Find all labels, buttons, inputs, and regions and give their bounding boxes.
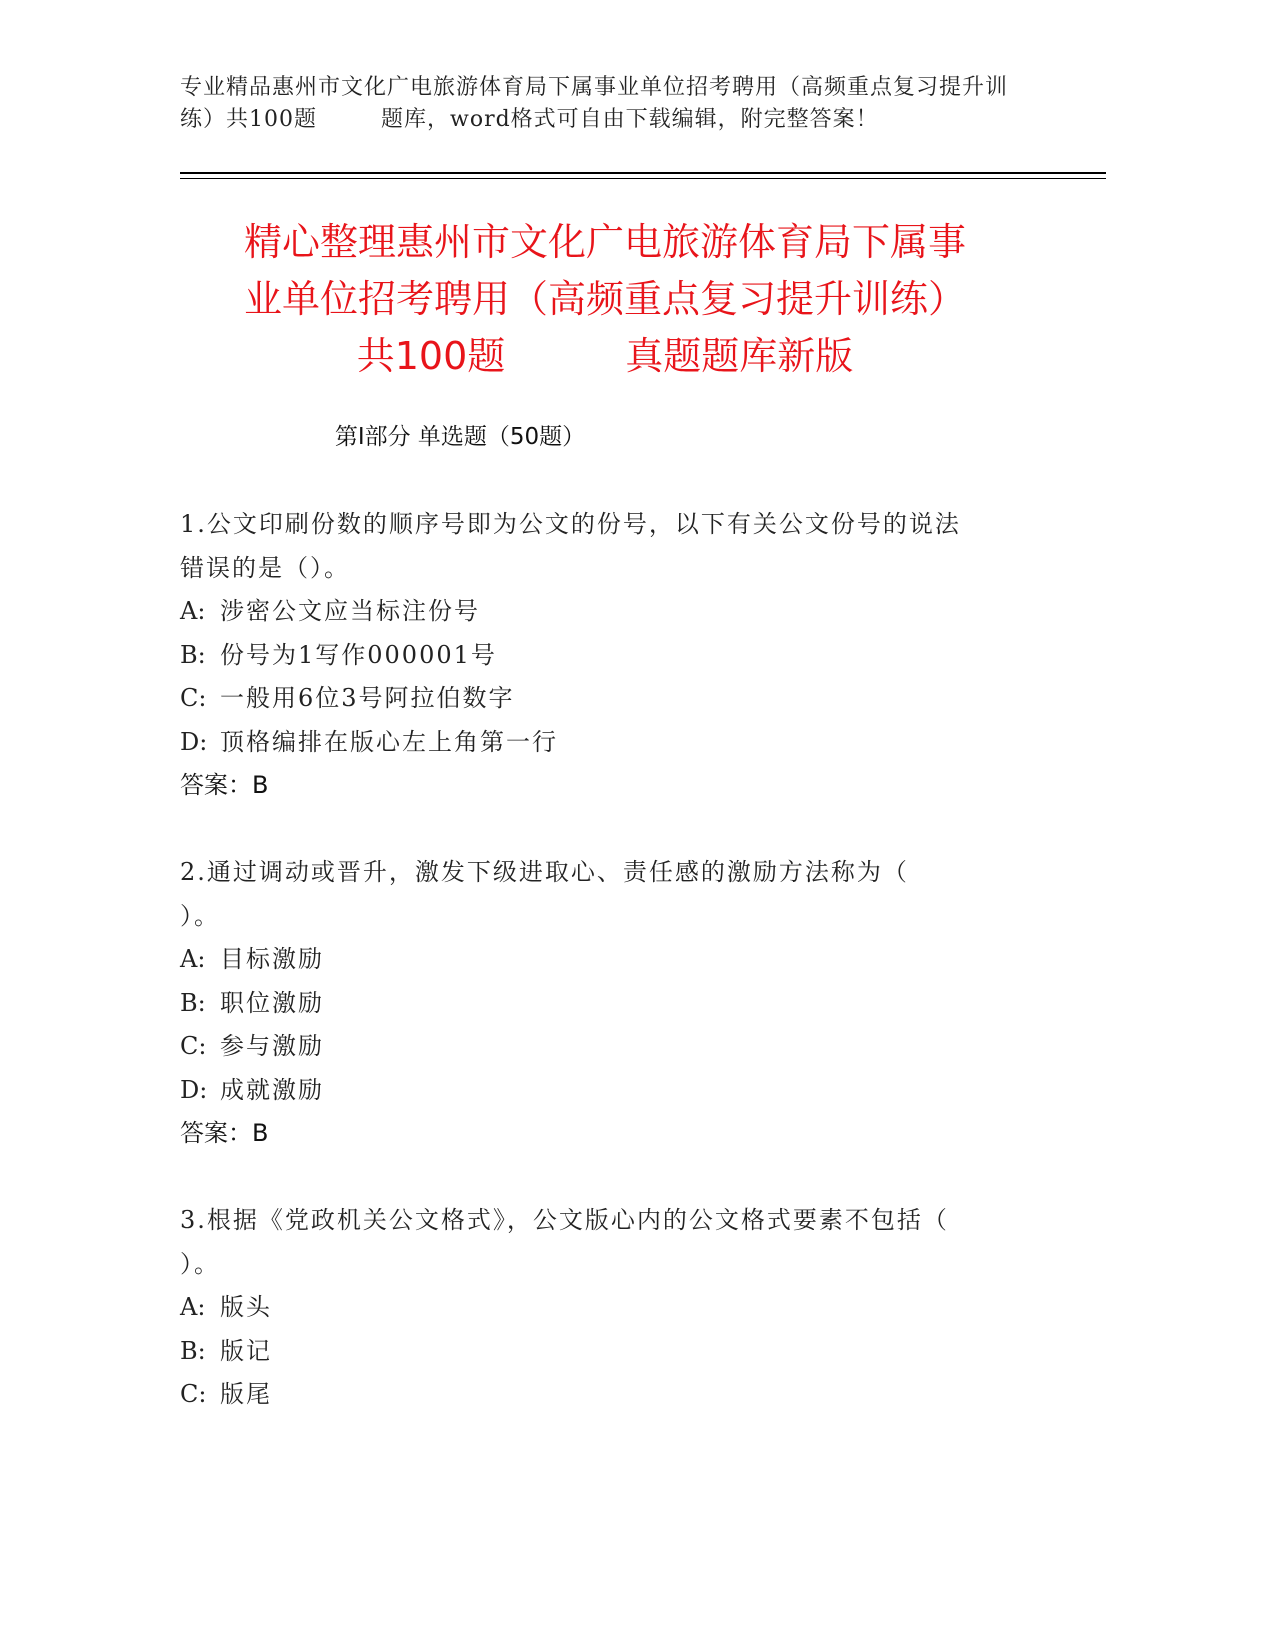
option-text: 份号为1写作000001号 [220,640,497,669]
option-text: 目标激励 [220,945,324,973]
option-text: 顶格编排在版心左上角第一行 [220,727,558,756]
option-a [180,938,1060,982]
answer: 答案：B [180,1119,269,1147]
option-a [180,1286,1060,1330]
question-stem-line: ）。 [180,901,220,930]
question-stem-line: 2.通过调动或晋升，激发下级进取心、责任感的激励方法称为（ [180,858,909,886]
option-a [180,590,1060,634]
question-stem-line: 错误的是（）。 [180,553,350,582]
option-label: A: [180,945,206,973]
question-stem-line: ）。 [180,1249,220,1278]
question-stem-line: 1.公文印刷份数的顺序号即为公文的份号，以下有关公文份号的说法 [180,510,961,538]
section-heading: 第Ⅰ部分 单选题（50题） [334,424,586,450]
option-label: B: [180,988,206,1017]
option-text: 涉密公文应当标注份号 [220,597,480,625]
option-text: 职位激励 [220,988,324,1017]
option-label: B: [180,1336,206,1365]
title-line-1: 精心整理惠州市文化广电旅游体育局下属事 [243,220,966,264]
header-divider-thick [180,172,1106,174]
title-line-3-part-1: 共100题 [356,334,506,378]
option-b [180,634,1060,678]
option-label: D: [180,1075,208,1104]
option-label: A: [180,1293,206,1321]
option-b [180,1330,1060,1374]
option-label: C: [180,1380,207,1408]
option-text: 版尾 [220,1380,272,1408]
question-3 [180,1199,1060,1417]
header-line-1: 专业精品惠州市文化广电旅游体育局下属事业单位招考聘用（高频重点复习提升训 [180,75,1009,100]
option-c [180,1373,1060,1417]
header-line-2-part-1: 练）共100题 [180,107,317,132]
option-text: 参与激励 [220,1032,324,1060]
header-line-2 [180,104,1100,136]
option-label: D: [180,727,208,756]
title-line-3 [180,328,1030,385]
option-text: 成就激励 [220,1075,324,1104]
option-c [180,1025,1060,1069]
option-label: C: [180,1032,207,1060]
option-text: 一般用6位3号阿拉伯数字 [220,684,515,712]
option-b [180,982,1060,1026]
page-header [180,72,1100,136]
document-title [180,214,1030,385]
title-line-3-part-2: 真题题库新版 [625,334,854,378]
title-line-2: 业单位招考聘用（高频重点复习提升训练） [243,277,966,321]
option-c [180,677,1060,721]
question-1 [180,503,1060,808]
option-text: 版记 [220,1336,272,1365]
question-2 [180,851,1060,1156]
option-d [180,1069,1060,1113]
question-stem-line: 3.根据《党政机关公文格式》，公文版心内的公文格式要素不包括（ [180,1206,949,1234]
header-line-2-part-2: 题库，word格式可自由下载编辑，附完整答案！ [381,107,879,132]
option-text: 版头 [220,1293,272,1321]
option-label: B: [180,640,206,669]
header-divider-thin [180,178,1106,179]
option-d [180,721,1060,765]
answer: 答案：B [180,771,269,799]
option-label: C: [180,684,207,712]
option-label: A: [180,597,206,625]
